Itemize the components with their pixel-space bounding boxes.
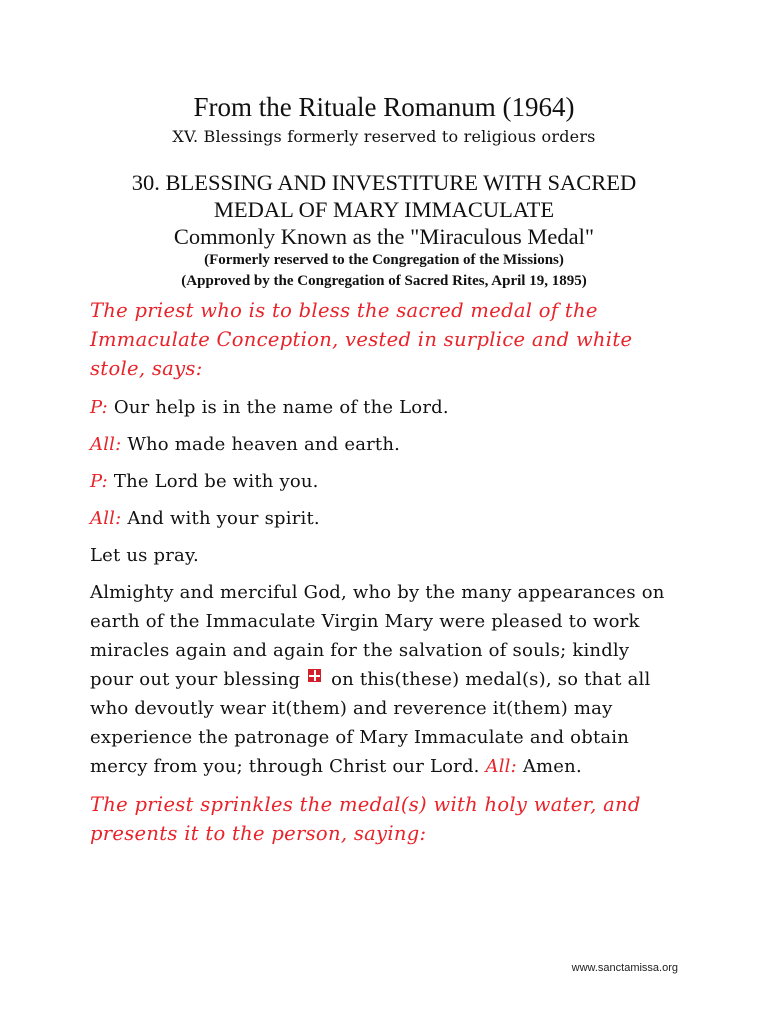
exchange-text: Who made heaven and earth. [127,434,401,455]
blessing-title-line-1: 30. BLESSING AND INVESTITURE WITH SACRED [131,169,637,195]
speaker-label: P: [90,397,108,418]
blessing-title-line-2: MEDAL OF MARY IMMACULATE [213,196,555,222]
blessing-subtitle: Commonly Known as the "Miraculous Medal" [173,223,595,249]
footer-url: www.sanctamissa.org [571,962,678,974]
exchange-line [90,467,668,496]
speaker-label: All: [90,434,122,455]
prayer-paragraph [90,578,668,781]
let-us-pray: Let us pray. [90,545,199,566]
exchange-text: The Lord be with you. [113,471,319,492]
document-body [90,296,668,848]
header-note-1: (Formerly reserved to the Congregation of the Missions) [204,251,564,268]
exchange-text: And with your spirit. [127,508,320,529]
exchange-text: Our help is in the name of the Lord. [113,397,449,418]
prayer-text-2: on this(these) medal(s), so that all who devoutly wear it(them) and reverence it(them) may experience the patronage of Mary Immaculate and obtain mercy from you; through Christ our Lord. [90,669,651,777]
speaker-label: All: [90,508,122,529]
exchange-line [90,504,668,533]
document-header [0,92,768,293]
exchange-line [90,430,668,459]
speaker-label: All: [485,756,517,777]
page-title: From the Rituale Romanum (1964) [193,92,575,122]
exchange-line [90,393,668,422]
section-heading: XV. Blessings formerly reserved to religious orders [172,126,596,146]
header-note-2: (Approved by the Congregation of Sacred Rites, April 19, 1895) [181,273,587,290]
prayer-text-1: Almighty and merciful God, who by the many appearances on earth of the Immaculate Virgin Mary were pleased to work miracles again and again for the salvation of souls; kindly pour out your blessing [90,582,665,690]
speaker-label: P: [90,471,108,492]
cross-icon [308,669,321,682]
rubric-sprinkle: The priest sprinkles the medal(s) with holy water, and presents it to the person, saying: [90,793,641,845]
rubric-intro: The priest who is to bless the sacred medal of the Immaculate Conception, vested in surplice and white stole, says: [90,299,633,380]
prayer-response: Amen. [522,756,582,777]
